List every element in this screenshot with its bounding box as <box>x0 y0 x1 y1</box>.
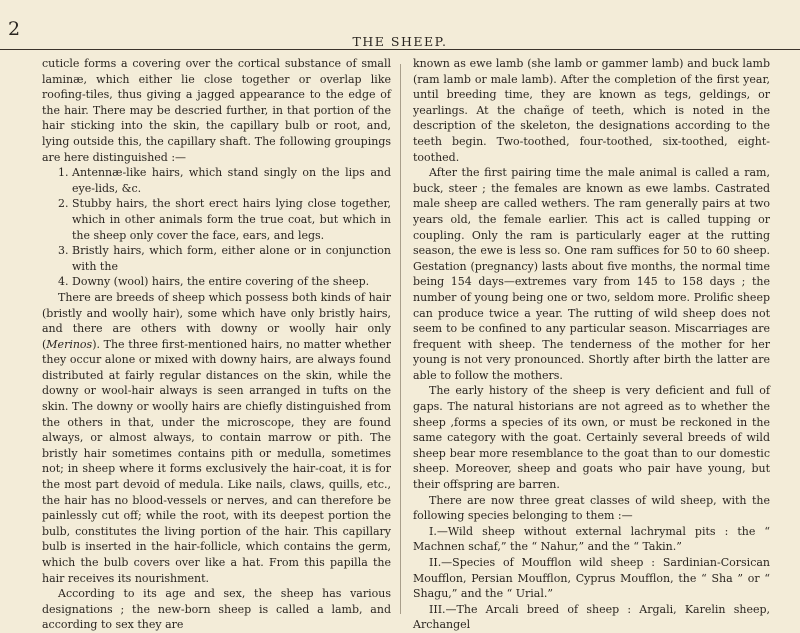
list-text: Antennæ-like hairs, which stand singly on the lips and eye-lids, &c. <box>72 166 391 195</box>
list-item <box>42 165 391 196</box>
paragraph-text: There are breeds of sheep which possess both kinds of hair (bristly and woolly hair), some which have only bristly hairs, and there are others with downy or woolly hair only ( <box>42 290 391 351</box>
paragraph <box>42 290 391 586</box>
list-number: 4. <box>58 275 69 289</box>
paragraph: cuticle forms a covering over the cortical substance of small laminæ, which either lie close together or overlap like roofing-tiles, thus giving a jagged appearance to the edge of the hair. There may be descried further, in that portion of the hair sticking into the skin, the capillary bulb or root, and, lying outside this, the capillary shaft. The following groupings are here distinguished :— <box>42 57 391 164</box>
list-text: Bristly hairs, which form, either alone or in conjunction with the <box>72 244 391 273</box>
paragraph: The early history of the sheep is very deficient and full of gaps. The natural historians are not agreed as to whether the sheep ,forms a species of its own, or must be reckoned in the same category with the goat. Certainly several breeds of wild sheep bear more resemblance to the goat than to our domestic sheep. Moreover, sheep and goats who pair have young, but their offspring are barren. <box>413 384 770 492</box>
list-text: Downy (wool) hairs, the entire covering of the sheep. <box>72 275 370 289</box>
list-number: 1. <box>58 166 69 180</box>
paragraph: There are now three great classes of wild sheep, with the following species belonging to them :— <box>413 493 770 523</box>
list-number: 3. <box>58 244 69 258</box>
paragraph: After the first pairing time the male animal is called a ram, buck, steer ; the females are known as ewe lambs. Castrated male sheep are called wethers. The ram generally pairs at two years old, the female earlier. This act is called tupping or coupling. Only the ram is particularly eager at the rutting season, the ewe is less so. One ram suffices for 50 to 60 sheep. Gestation (pregnancy) lasts about five months, the normal time being 154 days—extremes vary from 145 to 158 days ; the number of young being one or two, seldom more. Prolific sheep can produce twice a year. The rutting of wild sheep does not seem to be confined to any particular season. Miscarriages are frequent with sheep. The tenderness of the mother for her young is not very pronounced. Shortly after birth the latter are able to follow the mothers. <box>413 166 770 382</box>
paragraph: III.—The Arcali breed of sheep : Argali, Karelin sheep, Archangel <box>413 602 770 632</box>
paragraph: I.—Wild sheep without external lachrymal pits : the “ Machnen schaf,” the “ Nahur,” and the “ Takin.” <box>413 524 770 554</box>
header-rule <box>0 49 800 50</box>
list-number: 2. <box>58 197 69 211</box>
paragraph: known as ewe lamb (she lamb or gammer lamb) and buck lamb (ram lamb or male lamb). After the completion of the first year, until breeding time, they are known as tegs, geldings, or yearlings. At the chañge of teeth, which is noted in the description of the skeleton, the designations according to the teeth begin. Two-toothed, four-toothed, six-toothed, eight-toothed. <box>413 57 770 164</box>
paragraph: II.—Species of Moufflon wild sheep : Sardinian-Corsican Moufflon, Persian Moufflon, Cyprus Moufflon, the “ Sha ” or “ Shagu,” and the “ Urial.” <box>413 556 770 601</box>
paragraph-text: ). The three first-mentioned hairs, no matter whether they occur alone or mixed with downy hairs, are always found distributed at fairly regular distances on the skin, while the downy or wool-hair always is seen arranged in tufts on the skin. The downy or woolly hairs are chiefly distinguished from the others in that, under the microscope, they are found always, or almost always, to contain marrow or pith. The bristly hair sometimes contains pith or medulla, sometimes not; in sheep where it forms exclusively the hair-coat, it is for the most part devoid of medula. Like nails, claws, quills, etc., the hair has no blood-vessels or nerves, and can therefore be painlessly cut off; while the root, with its deepest portion the bulb, constitutes the living portion of the hair. This capillary bulb is inserted in the hair-follicle, which contains the germ, which the bulb covers over like a hat. From this papilla the hair receives its nourishment. <box>42 337 391 585</box>
right-column <box>413 56 770 633</box>
paragraph: According to its age and sex, the sheep has various designations ; the new-born sheep is called a lamb, and according to sex they are <box>42 587 391 632</box>
list-text: Stubby hairs, the short erect hairs lying close together, which in other animals form the true coat, but which in the sheep only cover the face, ears, and legs. <box>72 197 391 242</box>
list-item <box>42 243 391 274</box>
list-item <box>42 274 391 290</box>
running-title: THE SHEEP. <box>352 34 448 49</box>
left-column <box>42 56 391 633</box>
column-divider <box>400 64 401 614</box>
list-item <box>42 196 391 243</box>
italic-term: Merinos <box>46 337 93 351</box>
page-number: 2 <box>8 18 21 40</box>
